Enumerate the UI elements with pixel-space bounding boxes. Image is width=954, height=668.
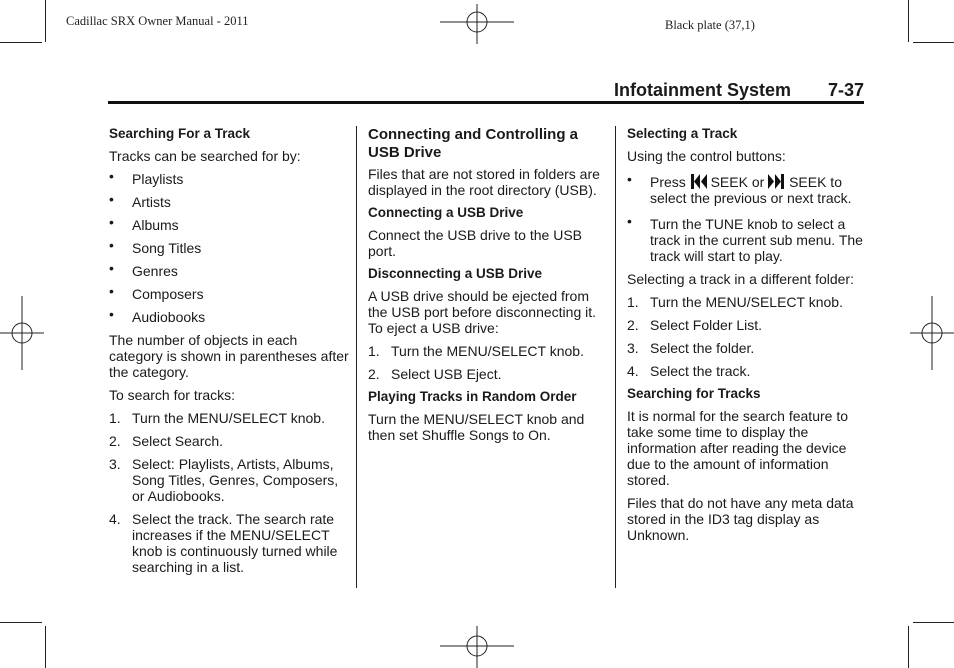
list-item: [627, 317, 865, 333]
paragraph: Files that are not stored in folders are displayed in the root directory (USB).: [368, 166, 600, 198]
bullet-text: Albums: [132, 217, 179, 233]
column-divider: [356, 126, 357, 588]
seek-or-label: SEEK or: [710, 174, 765, 190]
registration-mark-left: [0, 296, 44, 370]
step-text: Turn the MENU/SELECT knob.: [391, 343, 584, 359]
step-number: 2.: [109, 433, 121, 449]
step-text: Select the track.: [650, 363, 751, 379]
bullet-text: Composers: [132, 286, 204, 302]
list-item: [109, 433, 349, 449]
heading-connecting: Connecting a USB Drive: [368, 205, 524, 220]
numbered-list: [627, 294, 865, 379]
seek-to-label: SEEK to: [789, 174, 842, 190]
heading-disconnecting: Disconnecting a USB Drive: [368, 266, 543, 281]
list-item: [109, 191, 349, 210]
list-item: [109, 260, 349, 279]
heading-usb-drive: Connecting and Controlling a USB Drive: [368, 126, 578, 161]
paragraph: Using the control buttons:: [627, 148, 786, 164]
bullet-icon: •: [109, 306, 114, 322]
manual-title: Cadillac SRX Owner Manual - 2011: [66, 14, 249, 28]
bullet-icon: •: [627, 171, 632, 187]
bullet-icon: •: [109, 168, 114, 184]
step-text: Turn the MENU/SELECT knob.: [132, 410, 325, 426]
paragraph: Connect the USB drive to the USB port.: [368, 227, 582, 259]
list-item: [368, 343, 604, 359]
bullet-text: select the previous or next track.: [650, 190, 852, 206]
bullet-text: Turn the TUNE knob to select a track in the current sub menu. The track will start to play.: [650, 216, 863, 264]
list-item: [627, 171, 865, 206]
list-item: [109, 456, 349, 504]
press-label: Press: [650, 174, 686, 190]
step-number: 4.: [109, 511, 121, 527]
step-text: Select the folder.: [650, 340, 755, 356]
step-text: Select the track. The search rate increases if the MENU/SELECT knob is continuously turned while searching in a list.: [132, 511, 338, 575]
header-rule: [108, 101, 864, 104]
step-number: 2.: [368, 366, 380, 382]
bullet-text: Playlists: [132, 171, 184, 187]
step-text: Turn the MENU/SELECT knob.: [650, 294, 843, 310]
step-text: Select USB Eject.: [391, 366, 502, 382]
list-item: [109, 306, 349, 325]
bullet-list: [109, 168, 349, 325]
column-3: [627, 126, 865, 550]
seek-next-icon: [768, 174, 785, 189]
bullet-text: Song Titles: [132, 240, 202, 256]
bullet-icon: •: [627, 213, 632, 229]
step-number: 2.: [627, 317, 639, 333]
step-text: Select Folder List.: [650, 317, 763, 333]
list-item: [627, 340, 865, 356]
numbered-list: [368, 343, 604, 382]
step-text: Select Search.: [132, 433, 224, 449]
column-1: [109, 126, 349, 582]
plate-label: Black plate (37,1): [665, 18, 755, 32]
bullet-icon: •: [109, 260, 114, 276]
paragraph: Selecting a track in a different folder:: [627, 271, 854, 287]
bullet-text: Artists: [132, 194, 171, 210]
paragraph: A USB drive should be ejected from the USB port before disconnecting it. To eject a USB drive:: [368, 288, 597, 336]
column-2: [368, 126, 604, 450]
paragraph: Tracks can be searched for by:: [109, 148, 301, 164]
step-number: 3.: [109, 456, 121, 472]
registration-mark-top: [440, 4, 514, 44]
column-divider: [615, 126, 616, 588]
list-item: [368, 366, 604, 382]
heading-selecting-a-track: Selecting a Track: [627, 126, 738, 141]
list-item: [627, 213, 865, 264]
bullet-icon: •: [109, 214, 114, 230]
list-item: [627, 294, 865, 310]
list-item: [109, 214, 349, 233]
step-number: 1.: [368, 343, 380, 359]
list-item: [109, 168, 349, 187]
bullet-icon: •: [109, 237, 114, 253]
paragraph: Turn the MENU/SELECT knob and then set Shuffle Songs to On.: [368, 411, 585, 443]
list-item: [627, 363, 865, 379]
step-number: 3.: [627, 340, 639, 356]
paragraph: To search for tracks:: [109, 387, 236, 403]
paragraph: Files that do not have any meta data stored in the ID3 tag display as Unknown.: [627, 495, 854, 543]
step-number: 4.: [627, 363, 639, 379]
step-number: 1.: [109, 410, 121, 426]
seek-previous-icon: [690, 174, 707, 189]
list-item: [109, 283, 349, 302]
bullet-text: Audiobooks: [132, 309, 206, 325]
bullet-text: Genres: [132, 263, 178, 279]
section-header: [560, 80, 864, 102]
heading-searching-for-tracks: Searching for Tracks: [627, 386, 761, 401]
paragraph: The number of objects in each category is shown in parentheses after the category.: [109, 332, 349, 380]
page-number: 7-37: [827, 80, 864, 100]
bullet-icon: •: [109, 283, 114, 299]
step-text: Select: Playlists, Artists, Albums, Song Titles, Genres, Composers, or Audiobooks.: [132, 456, 339, 504]
section-title: Infotainment System: [614, 80, 792, 100]
list-item: [109, 237, 349, 256]
list-item: [109, 410, 349, 426]
heading-searching-for-a-track: Searching For a Track: [109, 126, 251, 141]
registration-mark-right: [910, 296, 954, 370]
paragraph: It is normal for the search feature to take some time to display the information after reading the device due to the amount of information stored.: [627, 408, 848, 488]
step-number: 1.: [627, 294, 639, 310]
heading-random-order: Playing Tracks in Random Order: [368, 389, 577, 404]
numbered-list: [109, 410, 349, 575]
bullet-icon: •: [109, 191, 114, 207]
list-item: [109, 511, 349, 575]
registration-mark-bottom: [440, 626, 514, 668]
